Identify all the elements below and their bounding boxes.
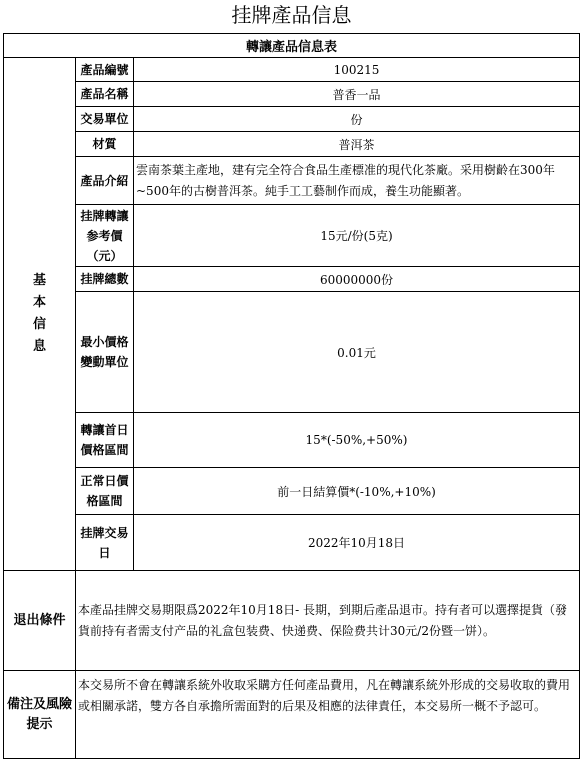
product-info-table bbox=[3, 33, 580, 759]
normal-day-range-label: 正常日價格區間 bbox=[76, 468, 134, 515]
min-price-tick-value: 0.01元 bbox=[134, 292, 580, 413]
listing-date-label: 挂牌交易日 bbox=[76, 515, 134, 571]
product-intro-label: 產品介紹 bbox=[76, 157, 134, 205]
total-listed-value: 60000000份 bbox=[134, 267, 580, 292]
total-listed-label: 挂牌總數 bbox=[76, 267, 134, 292]
reference-price-value: 15元/份(5克) bbox=[134, 205, 580, 267]
product-name-value: 普香一品 bbox=[134, 82, 580, 107]
material-label: 材質 bbox=[76, 132, 134, 157]
risk-remarks-label: 備注及風險提示 bbox=[4, 671, 76, 759]
trading-unit-label: 交易單位 bbox=[76, 107, 134, 132]
exit-conditions-text: 本產品挂牌交易期限爲2022年10月18日- 長期，到期后產品退市。持有者可以選擇提貨（發貨前持有者需支付产品的礼盒包装费、快递费、保险费共计30元/2份暨一饼）。 bbox=[76, 571, 580, 671]
product-code-label: 產品編號 bbox=[76, 58, 134, 82]
first-day-range-label: 轉讓首日價格區間 bbox=[76, 413, 134, 468]
first-day-range-value: 15*(-50%,+50%) bbox=[134, 413, 580, 468]
normal-day-range-value: 前一日結算價*(-10%,+10%) bbox=[134, 468, 580, 515]
basic-info-section-label bbox=[4, 58, 76, 571]
min-price-tick-label: 最小價格變動單位 bbox=[76, 292, 134, 413]
basic-info-label-text: 基 本 信 息 bbox=[32, 273, 46, 354]
product-code-value: 100215 bbox=[134, 58, 580, 82]
material-value: 普洱茶 bbox=[134, 132, 580, 157]
product-name-label: 產品名稱 bbox=[76, 82, 134, 107]
exit-conditions-label: 退出條件 bbox=[4, 571, 76, 671]
trading-unit-value: 份 bbox=[134, 107, 580, 132]
page-title: 挂牌產品信息 bbox=[231, 3, 352, 27]
listing-date-value: 2022年10月18日 bbox=[134, 515, 580, 571]
risk-remarks-text: 本交易所不會在轉讓系統外收取采購方任何產品費用，凡在轉讓系統外形成的交易收取的費用或相關承諾，雙方各自承擔所需面對的后果及相應的法律責任，本交易所一概不予認可。 bbox=[76, 671, 580, 759]
table-header: 轉讓產品信息表 bbox=[4, 34, 580, 58]
reference-price-label: 挂牌轉讓参考價（元） bbox=[76, 205, 134, 267]
product-intro-value: 雲南茶葉主產地，建有完全符合食品生產標准的現代化茶廠。采用樹齡在300年~500年的古樹普洱茶。純手工工藝制作而成，養生功能顯著。 bbox=[134, 157, 580, 205]
